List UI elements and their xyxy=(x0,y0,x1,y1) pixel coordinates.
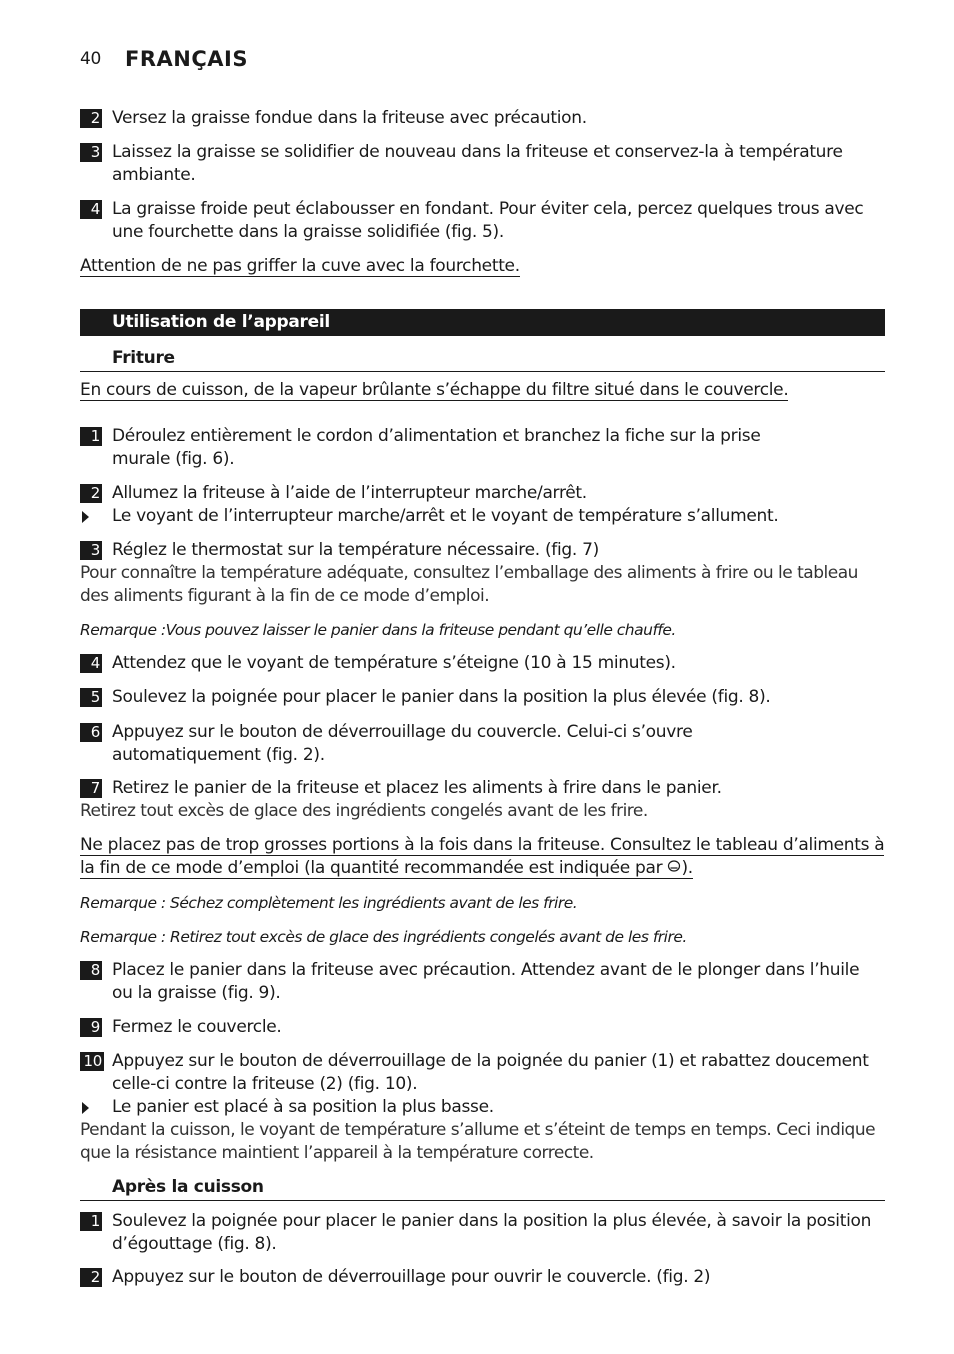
step-number: 7 xyxy=(80,779,102,798)
step-number: 4 xyxy=(80,200,102,219)
step-text: Attendez que le voyant de température s’éteigne (10 à 15 minutes). xyxy=(112,653,676,673)
step-text: La graisse froide peut éclabousser en fondant. Pour éviter cela, percez quelques trous avec une fourchette dans la graisse solidifiée (fig. 5). xyxy=(112,199,864,242)
note-text: Remarque : Séchez complètement les ingrédients avant de les frire. xyxy=(80,894,578,912)
step-text: Appuyez sur le bouton de déverrouillage pour ouvrir le couvercle. (fig. 2) xyxy=(112,1267,711,1287)
step-number: 1 xyxy=(80,427,102,446)
step-number: 1 xyxy=(80,1212,102,1231)
step-text: Laissez la graisse se solidifier de nouveau dans la friteuse et conservez-la à température ambiante. xyxy=(112,142,843,185)
basket-quantity-icon xyxy=(667,857,681,879)
list-item xyxy=(80,1050,880,1096)
step-number: 9 xyxy=(80,1018,102,1037)
subheading-friture: Friture xyxy=(80,346,885,372)
info-text: Pendant la cuisson, le voyant de température s’allume et s’éteint de temps en temps. Ceci indique que la résistance maintient l’appareil à la température correcte. xyxy=(80,1120,876,1163)
triangle-bullet-icon xyxy=(82,511,89,523)
step-text: Retirez le panier de la friteuse et placez les aliments à frire dans le panier. xyxy=(112,778,722,798)
list-item xyxy=(80,652,880,675)
step-number: 3 xyxy=(80,541,102,560)
list-item xyxy=(80,107,880,130)
subheading-apres-cuisson: Après la cuisson xyxy=(80,1175,885,1201)
result-bullet xyxy=(80,505,880,528)
warning-text: Attention de ne pas griffer la cuve avec la fourchette. xyxy=(80,256,520,276)
page-number: 40 xyxy=(80,49,102,69)
step-text: Appuyez sur le bouton de déverrouillage du couvercle. Celui-ci s’ouvre automatiquement (fig. 2). xyxy=(112,722,693,765)
list-item xyxy=(80,777,880,800)
step-text: Soulevez la poignée pour placer le panier dans la position la plus élevée (fig. 8). xyxy=(112,687,771,707)
section-title: Utilisation de l’appareil xyxy=(80,309,885,336)
step-number: 6 xyxy=(80,723,102,742)
step-number: 4 xyxy=(80,654,102,673)
language-heading: FRANÇAIS xyxy=(125,47,248,71)
step-text: Fermez le couvercle. xyxy=(112,1017,282,1037)
note-text: Remarque :Vous pouvez laisser le panier dans la friteuse pendant qu’elle chauffe. xyxy=(80,621,676,639)
step-number: 2 xyxy=(80,1268,102,1287)
step-number: 10 xyxy=(80,1052,104,1071)
info-text: Pour connaître la température adéquate, consultez l’emballage des aliments à frire ou le tableau des aliments figurant à la fin de ce mode d’emploi. xyxy=(80,563,858,606)
step-number: 3 xyxy=(80,143,102,162)
list-item xyxy=(80,686,880,709)
triangle-bullet-icon xyxy=(82,1102,89,1114)
warning-text: Ne placez pas de trop grosses portions à la fois dans la friteuse. Consultez le tableau d’aliments à xyxy=(80,835,885,855)
step-number: 5 xyxy=(80,688,102,707)
step-text: Réglez le thermostat sur la température nécessaire. (fig. 7) xyxy=(112,540,599,560)
result-bullet xyxy=(80,1096,880,1119)
list-item xyxy=(80,1210,880,1256)
result-text: Le voyant de l’interrupteur marche/arrêt et le voyant de température s’allument. xyxy=(112,506,779,526)
step-number: 8 xyxy=(80,961,102,980)
step-text: Versez la graisse fondue dans la friteuse avec précaution. xyxy=(112,108,587,128)
note-text: Remarque : Retirez tout excès de glace des ingrédients congelés avant de les frire. xyxy=(80,928,687,946)
list-item xyxy=(80,198,880,244)
list-item xyxy=(80,482,880,505)
info-text: Retirez tout excès de glace des ingrédients congelés avant de les frire. xyxy=(80,801,648,821)
list-item xyxy=(80,1016,880,1039)
list-item xyxy=(80,1266,880,1289)
step-text: Soulevez la poignée pour placer le panier dans la position la plus élevée, à savoir la position d’égouttage (fig. 8). xyxy=(112,1211,872,1254)
list-item xyxy=(80,425,780,471)
step-text: Allumez la friteuse à l’aide de l’interrupteur marche/arrêt. xyxy=(112,483,587,503)
list-item xyxy=(80,959,880,1005)
step-number: 2 xyxy=(80,109,102,128)
list-item xyxy=(80,141,880,187)
warning-text: En cours de cuisson, de la vapeur brûlante s’échappe du filtre situé dans le couvercle. xyxy=(80,380,789,400)
step-text: Appuyez sur le bouton de déverrouillage de la poignée du panier (1) et rabattez doucement celle-ci contre la friteuse (2) (fig. 10). xyxy=(112,1051,869,1094)
list-item xyxy=(80,721,730,767)
step-text: Déroulez entièrement le cordon d’alimentation et branchez la fiche sur la prise murale (fig. 6). xyxy=(112,426,761,469)
result-text: Le panier est placé à sa position la plus basse. xyxy=(112,1097,494,1117)
step-text: Placez le panier dans la friteuse avec précaution. Attendez avant de le plonger dans l’huile ou la graisse (fig. 9). xyxy=(112,960,860,1003)
step-number: 2 xyxy=(80,484,102,503)
warning-text: la fin de ce mode d’emploi (la quantité recommandée est indiquée par ). xyxy=(80,858,693,878)
list-item xyxy=(80,539,880,562)
